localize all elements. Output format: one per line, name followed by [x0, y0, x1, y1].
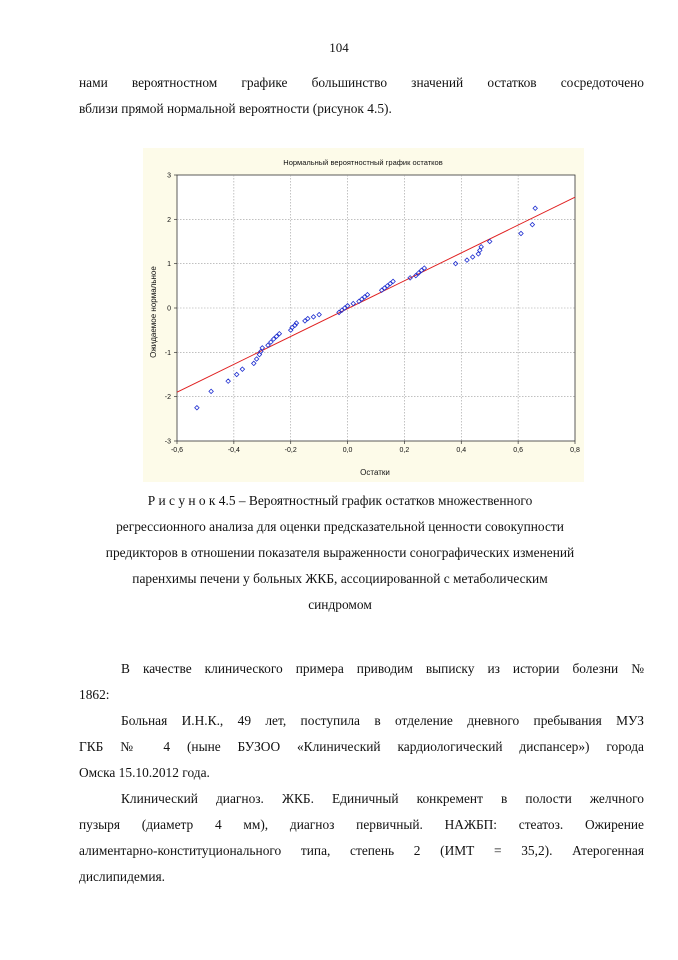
x-tick-label: -0,2 [284, 447, 297, 454]
x-tick-label: -0,6 [170, 447, 184, 454]
caption-line: регрессионного анализа для оценки предсказательной ценности совокупности [116, 519, 564, 534]
paragraph-patient [79, 708, 644, 786]
body-line: ГКБ № 4 (ныне БУЗОО «Клинический кардиологический диспансер») города [79, 739, 644, 754]
body-line: Больная И.Н.К., 49 лет, поступила в отделение дневного пребывания МУЗ [121, 713, 644, 728]
paragraph-diagnosis [79, 786, 644, 890]
paragraph-clinical-example [79, 656, 644, 708]
x-tick-label: -0,4 [227, 447, 240, 454]
y-tick-label: 0 [167, 305, 171, 313]
intro-line: вблизи прямой нормальной вероятности (рисунок 4.5). [79, 101, 392, 116]
y-tick-label: 1 [167, 261, 171, 269]
x-axis-label: Остатки [360, 468, 390, 477]
intro-paragraph [79, 70, 644, 122]
body-line: дислипидемия. [79, 869, 166, 884]
body-line: Омска 15.10.2012 года. [79, 765, 210, 780]
caption-line: синдромом [308, 597, 372, 612]
y-tick-label: 2 [167, 216, 171, 224]
figure-caption [60, 488, 620, 618]
probability-plot [143, 148, 584, 482]
chart-title: Нормальный вероятностный график остатков [283, 158, 443, 167]
caption-line: Р и с у н о к 4.5 – Вероятностный график остатков множественного [147, 493, 533, 508]
x-tick-label: 0,2 [399, 447, 410, 454]
y-tick-label: -2 [164, 394, 171, 402]
body-line: Клинический диагноз. ЖКБ. Единичный конкремент в полости желчного [121, 791, 644, 806]
x-tick-label: 0,0 [342, 447, 353, 454]
y-tick-label: -3 [164, 438, 171, 446]
x-tick-label: 0,8 [570, 447, 580, 454]
body-line: 1862: [79, 687, 110, 702]
intro-line: нами вероятностном графике большинство значений остатков сосредоточено [79, 75, 644, 90]
grid [174, 175, 575, 444]
body-line: В качестве клинического примера приводим выписку из истории болезни № [121, 661, 644, 676]
y-axis-label: Ожидаемое нормальное [149, 266, 158, 358]
x-tick-label: 0,6 [513, 447, 524, 454]
caption-line: предикторов в отношении показателя выраженности сонографических изменений [105, 545, 575, 560]
y-tick-label: 3 [167, 172, 171, 180]
body-line: пузыря (диаметр 4 мм), диагноз первичный. НАЖБП: стеатоз. Ожирение [79, 817, 644, 832]
figure-chart [143, 148, 584, 482]
page-number: 104 [329, 40, 349, 55]
body-line: алиментарно-конституционального типа, степень 2 (ИМТ = 35,2). Атерогенная [79, 843, 644, 858]
caption-line: паренхимы печени у больных ЖКБ, ассоциированной с метаболическим [132, 571, 548, 586]
x-tick-label: 0,4 [456, 447, 467, 454]
y-tick-label: -1 [164, 349, 171, 357]
